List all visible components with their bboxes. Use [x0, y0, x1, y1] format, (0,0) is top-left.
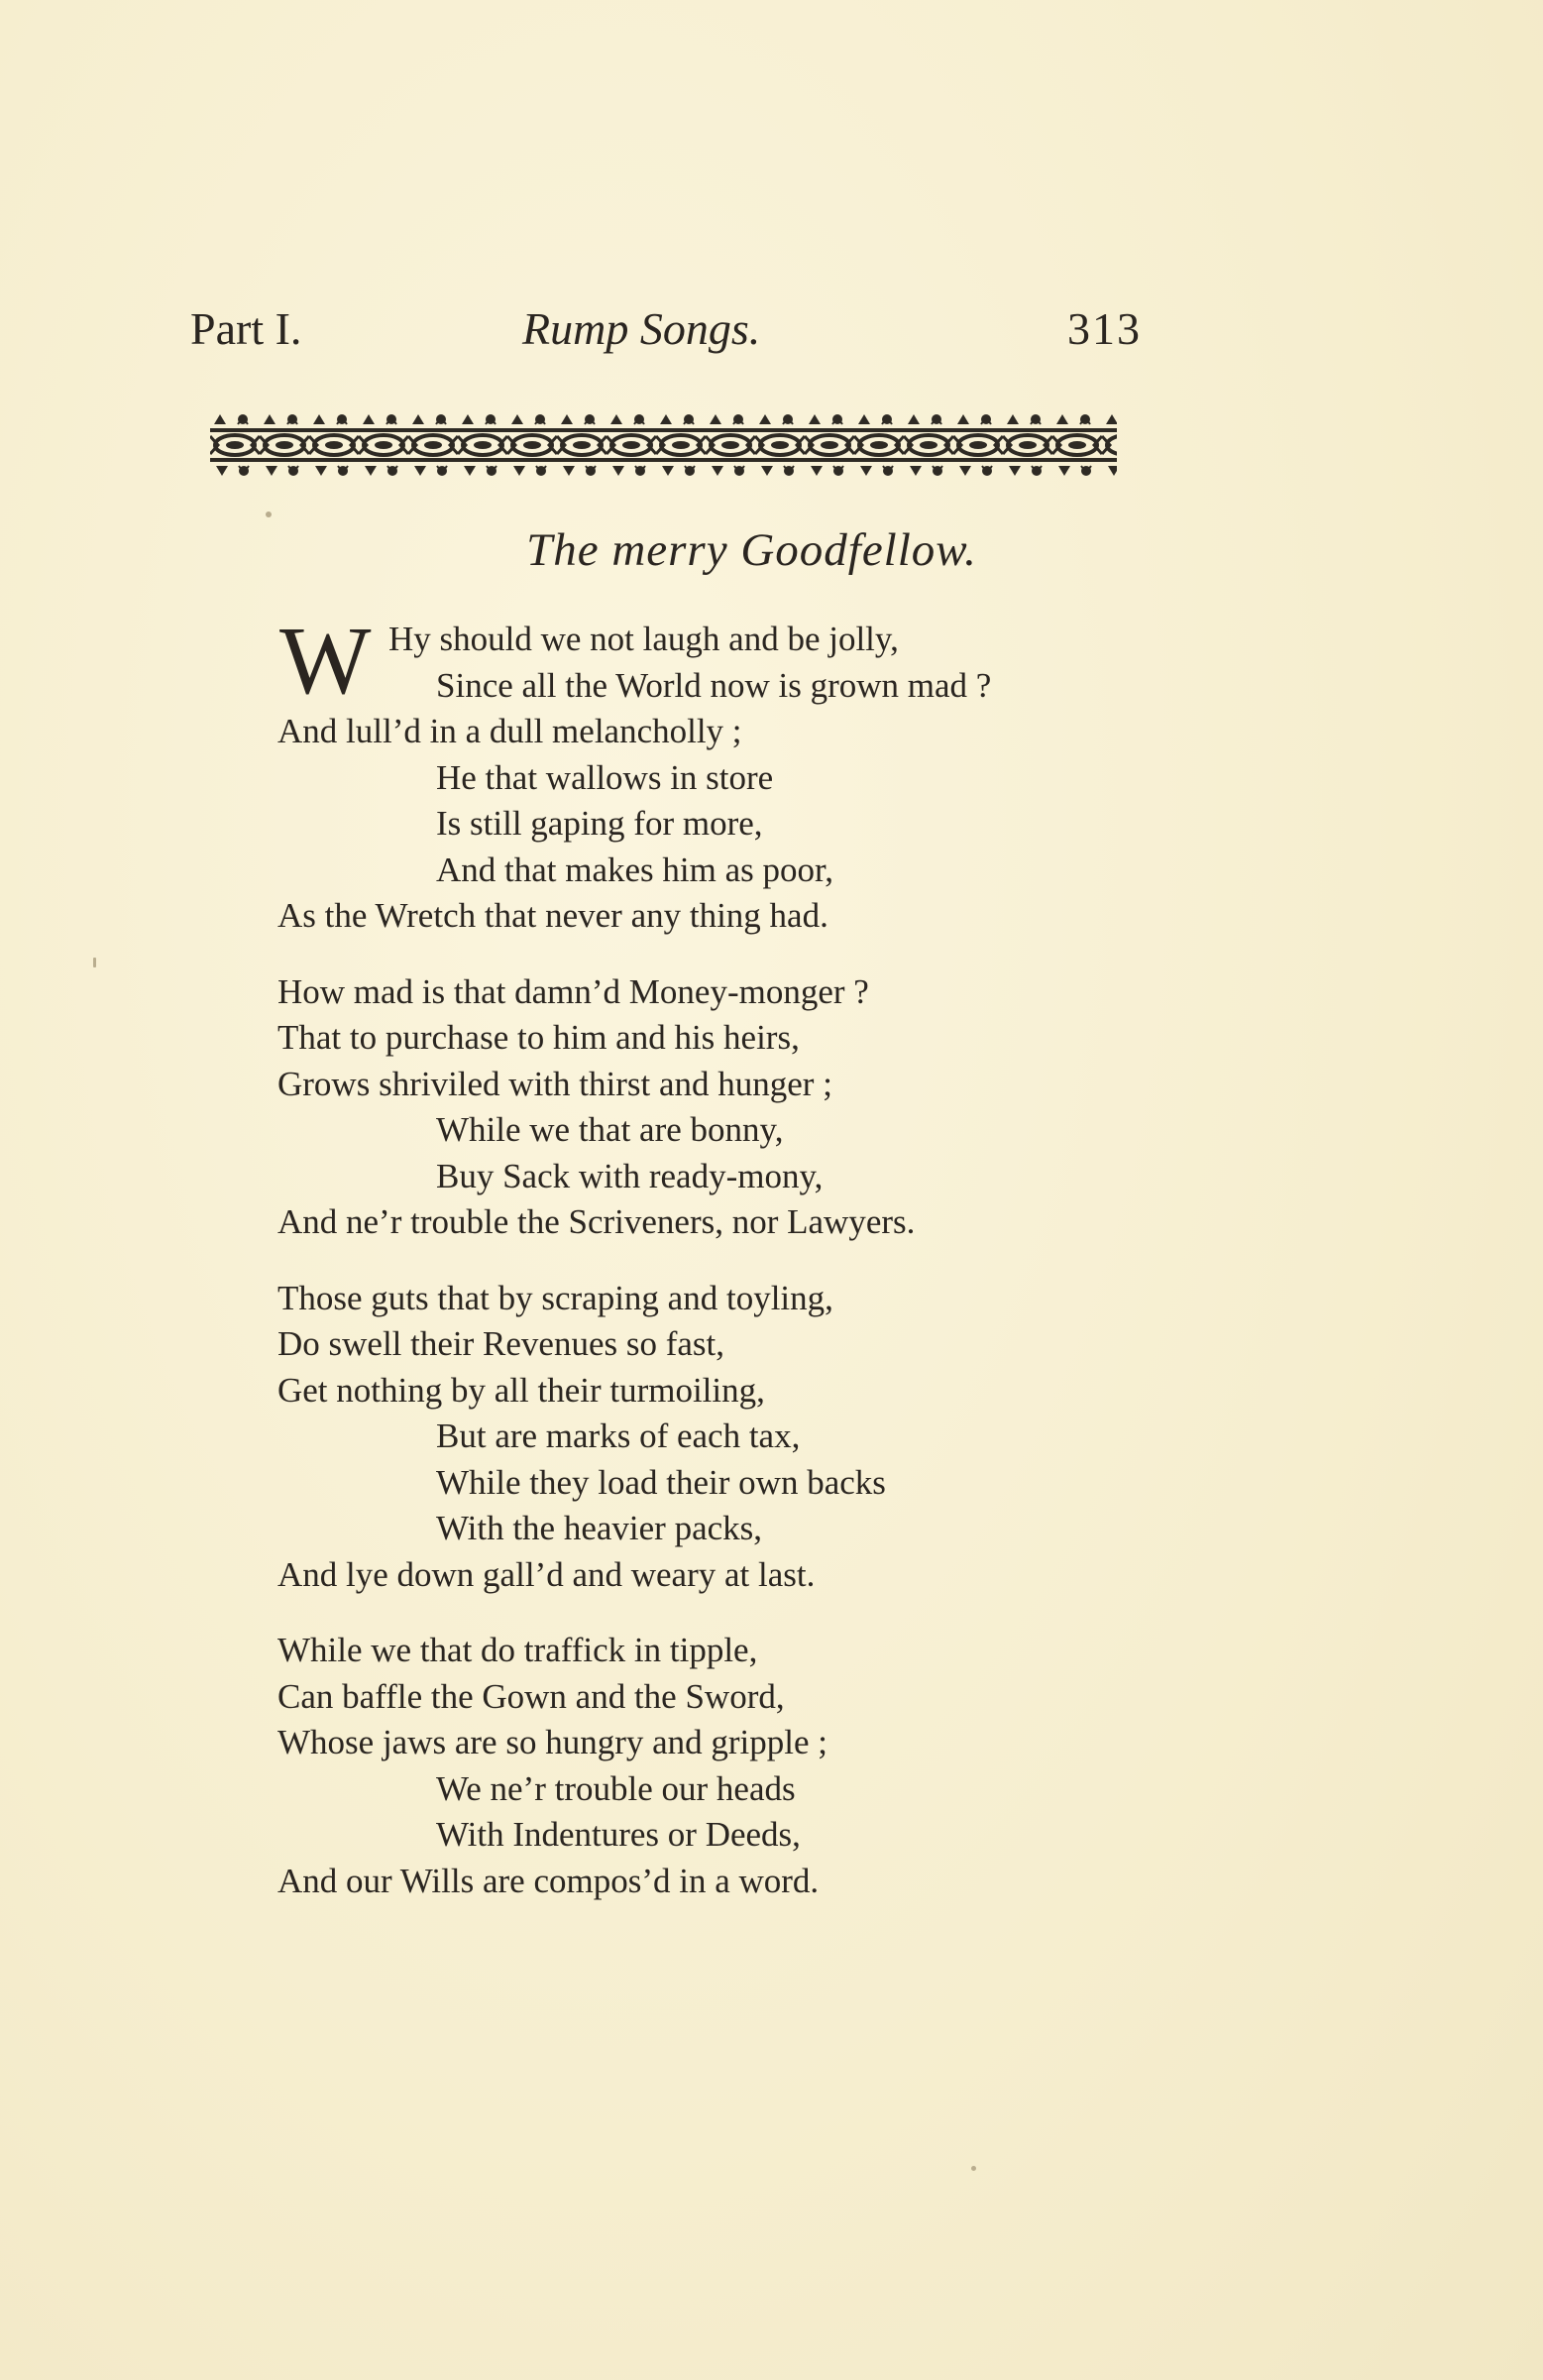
decorative-ornament-band	[210, 410, 1117, 480]
line-text: We ne’r trouble our heads	[436, 1768, 796, 1808]
poem-line	[277, 1859, 1130, 1905]
line-text: Those guts that by scraping and toyling,	[277, 1278, 833, 1317]
line-text: With the heavier packs,	[436, 1509, 763, 1547]
line-text: Is still gaping for more,	[436, 804, 763, 843]
line-text: While they load their own backs	[436, 1462, 886, 1502]
poem-line	[277, 1107, 1130, 1154]
poem-line	[277, 1766, 1130, 1813]
stanza	[277, 1628, 1130, 1904]
drop-cap: W	[279, 608, 372, 715]
poem-line	[277, 848, 1130, 894]
stanza	[277, 608, 1130, 940]
poem-line	[277, 801, 1130, 848]
poem-line	[277, 969, 1130, 1016]
part-label: Part I.	[190, 303, 302, 354]
line-text: Can baffle the Gown and the Sword,	[277, 1676, 785, 1716]
paper-speck	[266, 511, 272, 517]
line-text: Buy Sack with ready-mony,	[436, 1156, 824, 1195]
poem-body	[277, 608, 1130, 1934]
line-text: Get nothing by all their turmoiling,	[277, 1370, 765, 1410]
page-number: 313	[1067, 303, 1142, 354]
line-text: And ne’r trouble the Scriveners, nor Lawyers.	[277, 1202, 916, 1241]
line-text: He that wallows in store	[436, 757, 774, 797]
poem-line	[277, 1062, 1130, 1108]
poem-line	[277, 1414, 1130, 1460]
poem-title: The merry Goodfellow.	[526, 524, 977, 576]
line-text: How mad is that damn’d Money-monger ?	[277, 971, 869, 1011]
poem-line	[277, 1506, 1130, 1552]
poem-line	[277, 1720, 1130, 1766]
line-text: And lull’d in a dull melancholly ;	[277, 712, 742, 750]
poem-line	[277, 663, 1130, 710]
running-title: Rump Songs.	[522, 303, 761, 354]
poem-line	[277, 1628, 1130, 1674]
line-text: And that makes him as poor,	[436, 850, 834, 889]
poem-line	[277, 893, 1130, 940]
line-text: Hy should we not laugh and be jolly,	[388, 620, 899, 658]
line-text: And lye down gall’d and weary at last.	[277, 1554, 816, 1594]
poem-line	[277, 1552, 1130, 1599]
line-text: While we that are bonny,	[436, 1110, 784, 1149]
running-header	[190, 302, 1142, 372]
stanza	[277, 969, 1130, 1246]
line-text: That to purchase to him and his heirs,	[277, 1018, 800, 1057]
poem-line	[277, 1812, 1130, 1859]
poem-line	[277, 1460, 1130, 1507]
stanza	[277, 1276, 1130, 1599]
line-text: But are marks of each tax,	[436, 1417, 801, 1455]
line-text: Do swell their Revenues so fast,	[277, 1324, 725, 1363]
poem-line	[277, 1321, 1130, 1368]
line-text: As the Wretch that never any thing had.	[277, 896, 828, 935]
paper-speck	[93, 958, 96, 967]
poem-line	[277, 1674, 1130, 1721]
paper-speck	[971, 2166, 976, 2171]
poem-line	[277, 1276, 1130, 1322]
line-text: Grows shriviled with thirst and hunger ;	[277, 1064, 832, 1103]
poem-line	[277, 1015, 1130, 1062]
line-text: And our Wills are compos’d in a word.	[277, 1861, 820, 1900]
poem-line	[277, 1199, 1130, 1246]
line-text: Whose jaws are so hungry and gripple ;	[277, 1723, 827, 1761]
poem-line	[277, 709, 1130, 755]
line-text: With Indentures or Deeds,	[436, 1815, 801, 1854]
poem-line	[277, 1154, 1130, 1200]
poem-line	[277, 755, 1130, 802]
poem-line	[277, 1368, 1130, 1415]
line-text: While we that do traffick in tipple,	[277, 1631, 758, 1669]
line-text: Since all the World now is grown mad ?	[436, 665, 992, 705]
